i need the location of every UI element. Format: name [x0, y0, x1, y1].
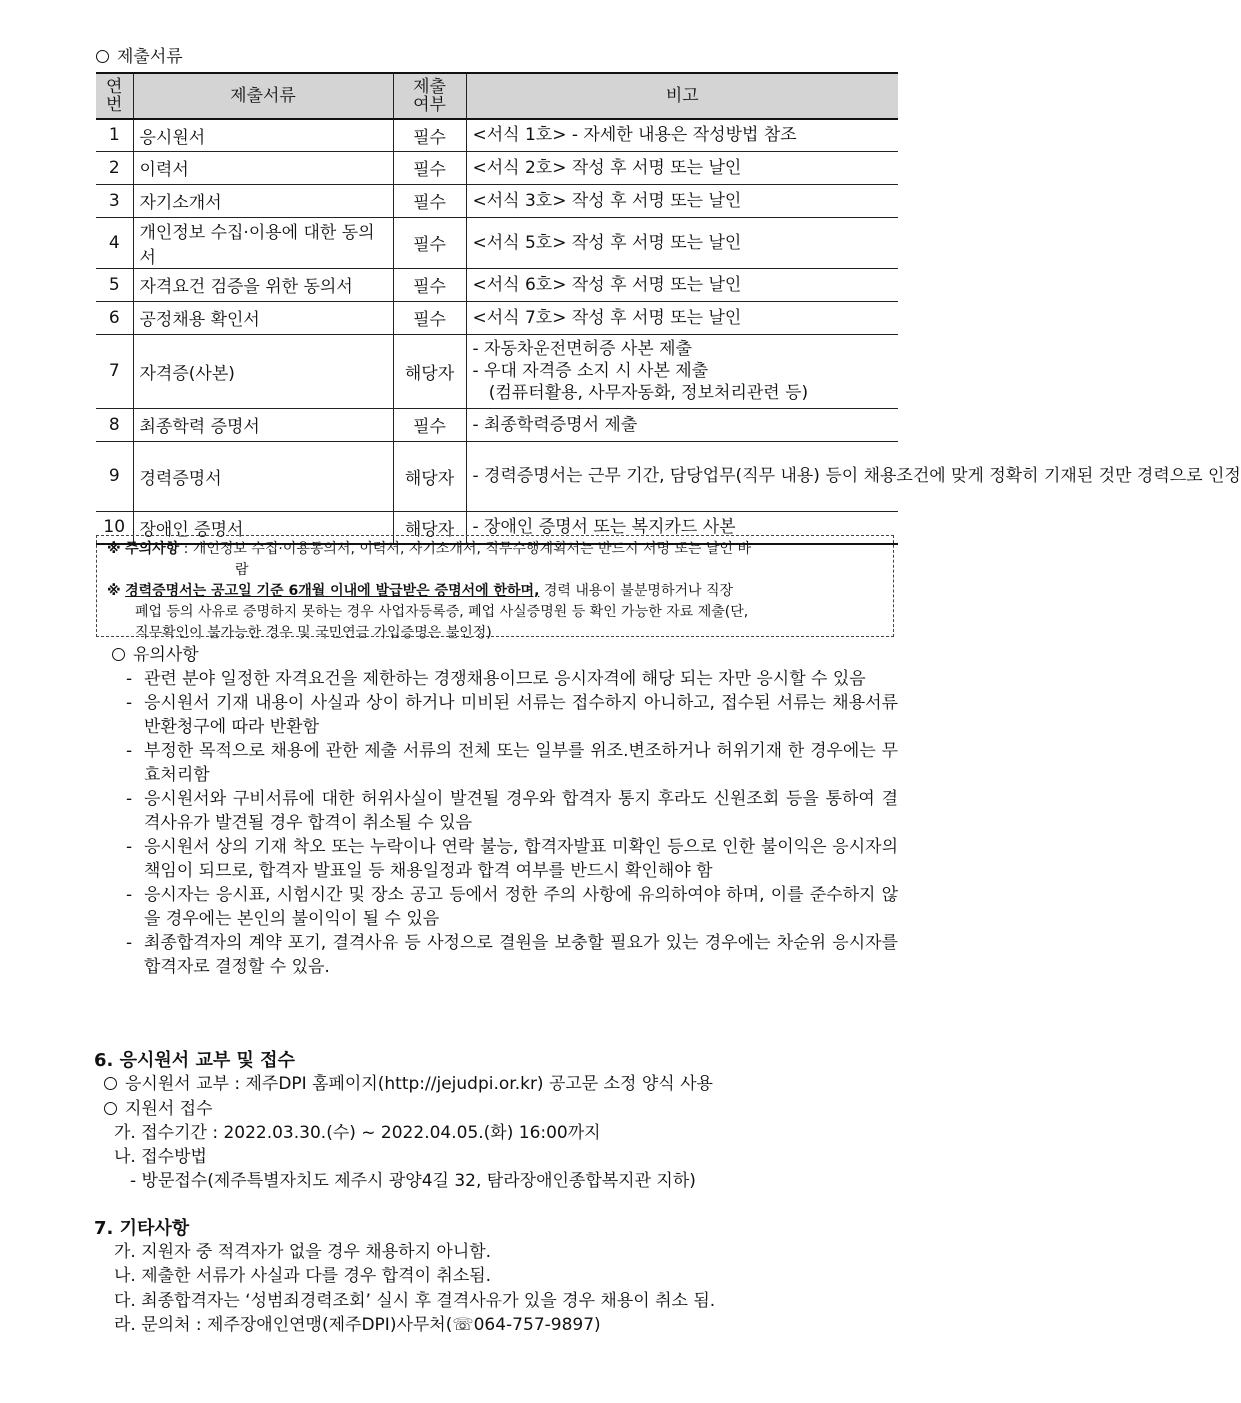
list-item: - 관련 분야 일정한 자격요건을 제한하는 경쟁채용이므로 응시자격에 해당 되는 자만 응시할 수 있음: [126, 669, 866, 689]
table-row: 9 경력증명서 해당자 - 경력증명서는 근무 기간, 담당업무(직무 내용) 등이 채용조건에 맞게 정확히 기재된 것만 경력으로 인정: [96, 441, 898, 511]
table-row: 1 응시원서 필수 <서식 1호> - 자세한 내용은 작성방법 참조: [96, 119, 898, 151]
section7-title: 7. 기타사항: [94, 1218, 190, 1239]
section6-line: 지원서 접수: [104, 1098, 213, 1120]
circle-bullet-icon: [96, 50, 109, 63]
header-req: 제출 여부: [393, 73, 466, 119]
section6-line: 응시원서 교부 : 제주DPI 홈페이지(http://jejudpi.or.kr) 공고문 소정 양식 사용: [104, 1073, 713, 1095]
section7-item: 라. 문의처 : 제주장애인연맹(제주DPI)사무처(☏064-757-9897): [114, 1315, 601, 1335]
table-row: 4 개인정보 수집·이용에 대한 동의서 필수 <서식 5호> 작성 후 서명 또는 날인: [96, 217, 898, 268]
table-header-row: [96, 73, 898, 119]
section7-item: 가. 지원자 중 적격자가 없을 경우 채용하지 아니함.: [114, 1242, 492, 1262]
circle-bullet-icon: [104, 1102, 117, 1115]
header-doc: 제출서류: [133, 73, 393, 119]
table-row: 2 이력서 필수 <서식 2호> 작성 후 서명 또는 날인: [96, 151, 898, 184]
circle-bullet-icon: [112, 648, 125, 661]
list-item: - 응시원서 기재 내용이 사실과 상이 하거나 미비된 서류는 접수하지 아니하고, 접수된 서류는 채용서류 반환청구에 따라 반환함: [126, 693, 898, 737]
submission-heading: 제출서류: [96, 46, 183, 68]
section7-item: 나. 제출한 서류가 사실과 다를 경우 합격이 취소됨.: [114, 1266, 492, 1286]
notes-heading: 유의사항: [112, 643, 898, 667]
header-note: 비고: [466, 73, 898, 119]
list-item: - 응시원서와 구비서류에 대한 허위사실이 발견될 경우와 합격자 통지 후라도 신원조회 등을 통하여 결격사유가 발견될 경우 합격이 취소될 수 있음: [126, 789, 898, 833]
table-row: 8 최종학력 증명서 필수 - 최종학력증명서 제출: [96, 408, 898, 441]
section6-line: 나. 접수방법: [114, 1147, 207, 1167]
table-row: 3 자기소개서 필수 <서식 3호> 작성 후 서명 또는 날인: [96, 184, 898, 217]
table-row: 10 장애인 증명서 해당자 - 장애인 증명서 또는 복지카드 사본: [96, 511, 898, 544]
notes-section: [112, 643, 898, 979]
list-item: - 최종합격자의 계약 포기, 결격사유 등 사정으로 결원을 보충할 필요가 있는 경우에는 차순위 응시자를 합격자로 결정할 수 있음.: [126, 933, 898, 977]
list-item: - 응시자는 응시표, 시험시간 및 장소 공고 등에서 정한 주의 사항에 유의하여야 하며, 이를 준수하지 않을 경우에는 본인의 불이익이 될 수 있음: [126, 885, 898, 929]
table-row: 5 자격요건 검증을 위한 동의서 필수 <서식 6호> 작성 후 서명 또는 날인: [96, 268, 898, 301]
header-no: 연 번: [96, 73, 133, 119]
section6-line: 가. 접수기간 : 2022.03.30.(수) ~ 2022.04.05.(화) 16:00까지: [114, 1123, 601, 1143]
circle-bullet-icon: [104, 1077, 117, 1090]
documents-table: [96, 72, 1241, 545]
table-row: 7 자격증(사본) 해당자 - 자동차운전면허증 사본 제출 - 우대 자격증 소지 시 사본 제출 (컴퓨터활용, 사무자동화, 정보처리관련 등): [96, 334, 898, 408]
list-item: - 응시원서 상의 기재 착오 또는 누락이나 연락 불능, 합격자발표 미확인 등으로 인한 불이익은 응시자의 책임이 되므로, 합격자 발표일 등 채용일정과 합격 여부를 반드시 확인해야 함: [126, 837, 898, 881]
list-item: - 부정한 목적으로 채용에 관한 제출 서류의 전체 또는 일부를 위조.변조하거나 허위기재 한 경우에는 무효처리함: [126, 741, 898, 785]
table-row: 6 공정채용 확인서 필수 <서식 7호> 작성 후 서명 또는 날인: [96, 301, 898, 334]
caution-box: ※ 주의사항 : 개인정보 수집·이용동의서, 이력서, 자기소개서, 직무수행계획서는 반드시 서명 또는 날인 바 람 ※ 경력증명서는 공고일 기준 6개월 이내에 발급받은 증명서에 한하며, 경력 내용이 불분명하거나 직장 폐업 등의 사유로 증명하지 못하는 경우 사업자등록증, 폐업 사실증명원 등 확인 가능한 자료 제출(단, 직무확인이 불가능한 경우 및 국민연금 가입증명은 불인정): [96, 535, 894, 637]
section7-item: 다. 최종합격자는 ‘성범죄경력조회’ 실시 후 결격사유가 있을 경우 채용이 취소 됨.: [114, 1291, 716, 1311]
section6-title: 6. 응시원서 교부 및 접수: [94, 1050, 295, 1071]
section6-line: - 방문접수(제주특별자치도 제주시 광양4길 32, 탐라장애인종합복지관 지하): [130, 1171, 696, 1191]
